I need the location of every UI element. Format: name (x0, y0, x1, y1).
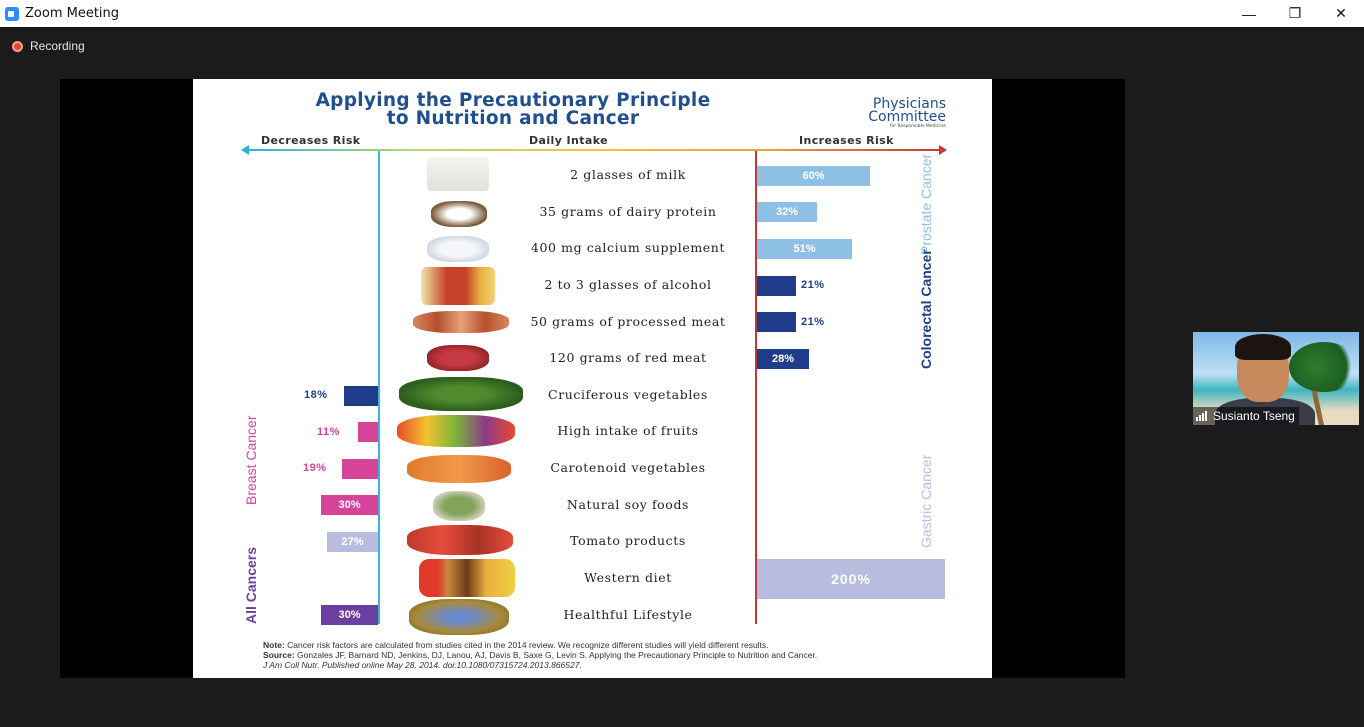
processed-meat-image (413, 311, 509, 333)
bar-western-diet: 200% (757, 559, 945, 599)
row-label-western-diet: Western diet (584, 570, 672, 585)
bar-dairy-protein: 32% (757, 202, 817, 222)
participant-video-tile[interactable] (1193, 332, 1359, 425)
row-label-dairy-protein: 35 grams of dairy protein (539, 204, 717, 219)
journal-text: J Am Coll Nutr. Published online May 28, 2014. doi:10.1080/07315724.2013.866527. (263, 660, 582, 670)
decrease-baseline (378, 151, 380, 624)
bar-fruits (358, 422, 378, 442)
zoom-app-icon (5, 7, 19, 21)
window-title: Zoom Meeting (25, 6, 120, 21)
western-diet-image (419, 559, 515, 597)
logo-line1: Physicians (872, 96, 946, 112)
bar-red-meat: 28% (757, 349, 809, 369)
slide-title-line2: to Nutrition and Cancer (386, 108, 640, 129)
alcohol-glasses-image (421, 267, 495, 305)
cruciferous-vegetables-image (399, 377, 523, 411)
red-meat-image (427, 345, 489, 371)
note-text: Cancer risk factors are calculated from studies cited in the 2014 review. We recognize different studies will yield different results. (287, 640, 769, 650)
category-colorectal-cancer: Colorectal Cancer (918, 249, 934, 369)
tomato-products-image (407, 525, 513, 555)
meeting-area (0, 27, 1364, 727)
window-titlebar (0, 0, 1364, 27)
signal-strength-icon (1196, 411, 1208, 421)
shared-slide (193, 79, 992, 678)
row-label-milk: 2 glasses of milk (570, 167, 686, 182)
source-label: Source: (263, 650, 295, 660)
row-label-tomato: Tomato products (570, 533, 686, 548)
bar-calcium: 51% (757, 239, 852, 259)
pcrm-logo (868, 97, 946, 130)
bar-milk: 60% (757, 166, 870, 186)
value-fruits: 11% (317, 426, 340, 438)
participant-name: Susianto Tseng (1213, 409, 1295, 423)
category-breast-cancer: Breast Cancer (243, 415, 259, 505)
header-increases-risk: Increases Risk (799, 134, 894, 147)
value-processed-meat: 21% (801, 316, 825, 328)
row-label-calcium: 400 mg calcium supplement (530, 240, 726, 255)
category-all-cancers: All Cancers (243, 546, 259, 624)
restore-button[interactable]: ❐ (1288, 5, 1302, 21)
row-label-healthful-lifestyle: Healthful Lifestyle (563, 607, 693, 622)
recording-label: Recording (30, 39, 85, 53)
source-text: Gonzales JF, Barnard ND, Jenkins, DJ, Lanou, AJ, Davis B, Saxe G, Levin S. Applying the Precautionary Principle to Nutrition and Cancer. (297, 650, 818, 660)
participant-hair (1235, 334, 1291, 360)
risk-axis-line (243, 149, 945, 151)
screen-share-area (60, 79, 1125, 678)
recording-indicator[interactable] (12, 39, 85, 53)
healthful-lifestyle-image (409, 599, 509, 635)
background-palm-leaves (1289, 342, 1359, 392)
carotenoid-vegetables-image (407, 455, 511, 483)
close-button[interactable]: ✕ (1335, 5, 1347, 21)
row-label-carotenoid: Carotenoid vegetables (550, 460, 706, 475)
bar-healthful-lifestyle: 30% (321, 605, 378, 625)
header-daily-intake: Daily Intake (529, 134, 608, 147)
value-carotenoid: 19% (303, 462, 327, 474)
calcium-supplement-image (427, 236, 489, 262)
slide-notes (263, 640, 963, 670)
row-label-soy: Natural soy foods (566, 497, 690, 512)
recording-icon (12, 41, 23, 52)
row-label-alcohol: 2 to 3 glasses of alcohol (544, 277, 712, 292)
bar-alcohol (757, 276, 796, 296)
arrow-right-icon (939, 145, 947, 155)
row-label-red-meat: 120 grams of red meat (549, 350, 707, 365)
window-controls (1226, 0, 1364, 27)
bar-tomato: 27% (327, 532, 378, 552)
header-decreases-risk: Decreases Risk (261, 134, 361, 147)
category-prostate-cancer: Prostate Cancer (918, 153, 934, 255)
logo-line2: Committee (868, 109, 946, 125)
slide-title-line1: Applying the Precautionary Principle (315, 90, 711, 111)
row-label-cruciferous: Cruciferous vegetables (548, 387, 708, 402)
fruits-image (397, 415, 515, 447)
category-gastric-cancer: Gastric Cancer (918, 454, 934, 548)
note-label: Note: (263, 640, 285, 650)
row-label-processed-meat: 50 grams of processed meat (530, 314, 726, 329)
row-label-fruits: High intake of fruits (557, 423, 699, 438)
value-cruciferous: 18% (304, 389, 328, 401)
bar-carotenoid (342, 459, 378, 479)
minimize-button[interactable]: — (1242, 5, 1256, 22)
milk-glasses-image (427, 157, 489, 191)
bar-soy: 30% (321, 495, 378, 515)
dairy-protein-image (431, 201, 487, 227)
participant-name-tag (1193, 407, 1299, 425)
soy-foods-image (433, 491, 485, 521)
logo-line3: for Responsible Medicine (889, 124, 946, 129)
value-alcohol: 21% (801, 279, 825, 291)
bar-cruciferous (344, 386, 378, 406)
bar-processed-meat (757, 312, 796, 332)
arrow-left-icon (241, 145, 249, 155)
